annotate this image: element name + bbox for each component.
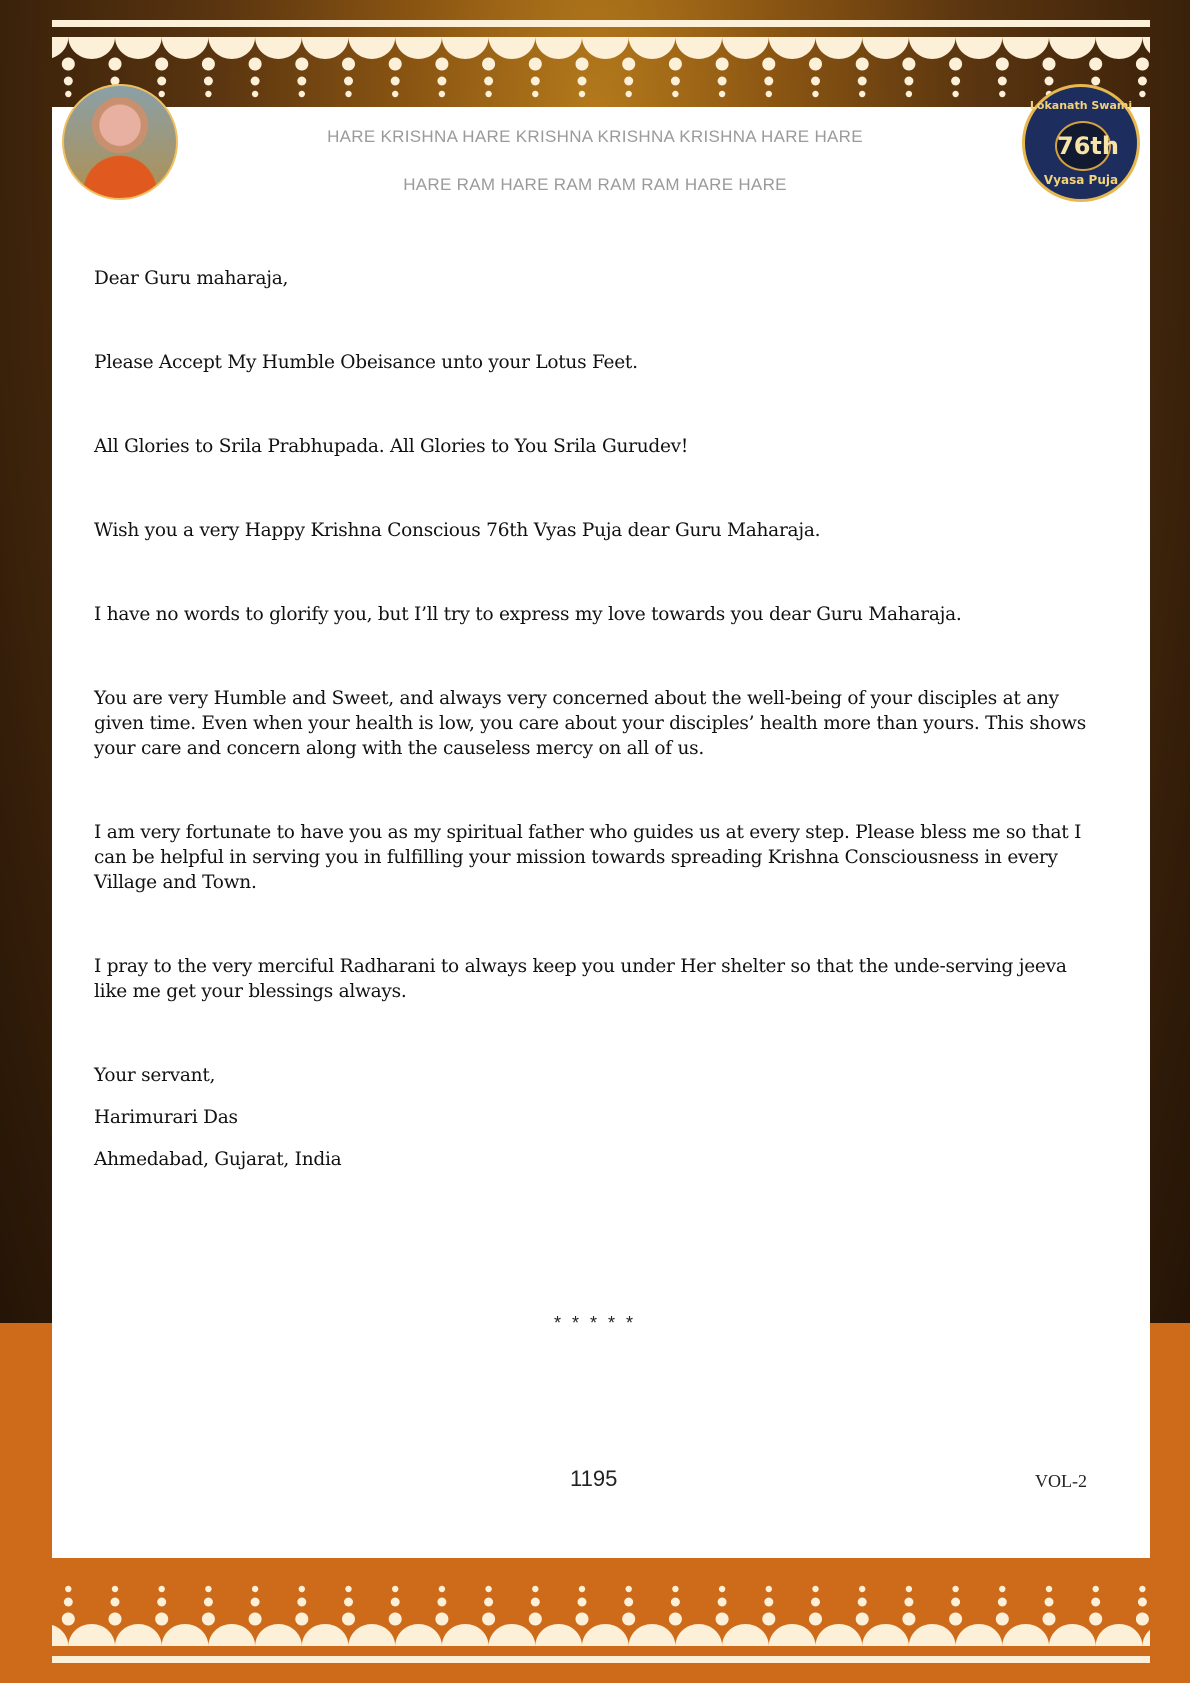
ornament-dot (252, 1586, 258, 1592)
ornament-dot (485, 1586, 491, 1592)
scallop (255, 37, 302, 59)
scallop (722, 1624, 769, 1646)
scallop (349, 37, 396, 59)
page-number: 1195 (570, 1466, 618, 1491)
ornament-dot (437, 1598, 446, 1607)
letter-paragraph: Wish you a very Happy Krishna Conscious 76th Vyas Puja dear Guru Maharaja. (94, 520, 821, 541)
ornament-dot (439, 1586, 445, 1592)
scallop (1096, 1624, 1143, 1646)
ornament-dot (202, 1613, 215, 1626)
ornament-dot (1136, 1613, 1149, 1626)
ornament-dot (112, 1586, 118, 1592)
ornament-dot (1046, 1586, 1052, 1592)
scallop (395, 37, 442, 59)
scallop (1002, 37, 1049, 59)
ornament-dot (716, 58, 729, 71)
ornament-dot (155, 1613, 168, 1626)
ornament-dot (811, 77, 820, 86)
ornament-dot (716, 1613, 729, 1626)
ornament-dot (856, 1613, 869, 1626)
volume-label: VOL-2 (1035, 1471, 1087, 1491)
ornament-dot (859, 91, 865, 97)
letter-paragraph: Please Accept My Humble Obeisance unto your Lotus Feet. (94, 352, 638, 373)
ornament-dot (252, 91, 258, 97)
ornament-dot (437, 77, 446, 86)
mantra-line-1: HARE KRISHNA HARE KRISHNA KRISHNA KRISHNA HARE HARE (327, 127, 863, 146)
ornament-dot (345, 1586, 351, 1592)
scallop (722, 37, 769, 59)
scallop (302, 1624, 349, 1646)
ornament-dot (672, 1586, 678, 1592)
ornament-dot (671, 77, 680, 86)
ornament-dot (392, 1586, 398, 1592)
ornament-dot (576, 58, 589, 71)
scallop (956, 37, 1003, 59)
scallop (208, 37, 255, 59)
closing: Your servant, (94, 1065, 216, 1086)
letter-paragraph: I pray to the very merciful Radharani to always keep you under Her shelter so that the unde-serving jeeva like me get your blessings always. (94, 956, 1067, 1002)
ornament-dot (952, 1586, 958, 1592)
ornament-dot (389, 1613, 402, 1626)
badge-top-text: Lokanath Swami (1029, 99, 1133, 112)
ornament-dot (392, 91, 398, 97)
scallop (816, 37, 863, 59)
scallop (769, 37, 816, 59)
ornament-dot (949, 58, 962, 71)
ornament-dot (578, 77, 587, 86)
ornament-dot (626, 1586, 632, 1592)
letter-paragraph: You are very Humble and Sweet, and always very concerned about the well-being of your disciples at any given time. Even when your health is low, you care about your disciples’ health more than yours. This shows your care and concern along with the causeless mercy on all of us. (94, 688, 1087, 759)
ornament-dot (1043, 58, 1056, 71)
scallop (629, 1624, 676, 1646)
scallop (22, 1624, 69, 1646)
ornament-dot (902, 58, 915, 71)
ornament-dot (64, 1598, 73, 1607)
ornament-dot (295, 1613, 308, 1626)
ornament-dot (1045, 77, 1054, 86)
ornament-dot (391, 1598, 400, 1607)
ornament-dot (295, 58, 308, 71)
ornament-dot (344, 77, 353, 86)
ornament-dot (812, 1586, 818, 1592)
ornament-dot (251, 1598, 260, 1607)
ornament-dot (718, 77, 727, 86)
scallop (816, 1624, 863, 1646)
ornament-dot (529, 1613, 542, 1626)
ornament-dot (858, 77, 867, 86)
scallop (442, 37, 489, 59)
ornament-dot (111, 1598, 120, 1607)
scallop (255, 1624, 302, 1646)
ornament-dot (904, 1598, 913, 1607)
border-bar (52, 1656, 1150, 1663)
ornament-dot (669, 1613, 682, 1626)
border-bar (52, 20, 1150, 27)
ornament-dot (157, 1598, 166, 1607)
ornament-dot (579, 1586, 585, 1592)
ornament-dot (998, 77, 1007, 86)
ornament-dot (624, 1598, 633, 1607)
ornament-dot (719, 1586, 725, 1592)
ornament-dot (669, 58, 682, 71)
scallop (1096, 37, 1143, 59)
ornament-dot (155, 58, 168, 71)
ornament-dot (762, 58, 775, 71)
ornament-dot (159, 91, 165, 97)
ornament-dot (391, 77, 400, 86)
letter-paragraph: I have no words to glorify you, but I’ll try to express my love towards you dear Guru Maharaja. (94, 604, 962, 625)
scallop (208, 1624, 255, 1646)
ornament-dot (205, 91, 211, 97)
scallop (1002, 1624, 1049, 1646)
scallop (489, 37, 536, 59)
ornament-dot (482, 1613, 495, 1626)
ornament-dot (671, 1598, 680, 1607)
letter-paragraph: All Glories to Srila Prabhupada. All Glories to You Srila Gurudev! (94, 436, 689, 457)
ornament-dot (435, 1613, 448, 1626)
scallop (862, 1624, 909, 1646)
ornament-dot (251, 77, 260, 86)
ornament-dot (62, 1613, 75, 1626)
ornament-dot (531, 1598, 540, 1607)
ornament-dot (579, 91, 585, 97)
scallop (349, 1624, 396, 1646)
ornament-dot (951, 1598, 960, 1607)
scallop (956, 1624, 1003, 1646)
ornament-dot (626, 91, 632, 97)
ornament-dot (998, 1598, 1007, 1607)
signature-name: Harimurari Das (94, 1107, 238, 1128)
ornament-dot (766, 91, 772, 97)
ornament-dot (1091, 77, 1100, 86)
ornament-dot (532, 91, 538, 97)
ornament-dot (65, 1586, 71, 1592)
scallop (162, 37, 209, 59)
ornament-dot (204, 77, 213, 86)
ornament-dot (435, 58, 448, 71)
scallop-row (22, 37, 1190, 59)
scallop (629, 37, 676, 59)
ornament-dot (65, 91, 71, 97)
ornament-dot (202, 58, 215, 71)
ornament-dot (622, 58, 635, 71)
signature-location: Ahmedabad, Gujarat, India (94, 1149, 342, 1170)
section-separator: * * * * * (553, 1313, 637, 1333)
ornament-dot (64, 77, 73, 86)
ornament-dot (297, 1598, 306, 1607)
bottom-border-ornament (0, 1558, 1190, 1683)
ornament-dot (812, 91, 818, 97)
ornament-dot (718, 1598, 727, 1607)
ornament-dot (1089, 1613, 1102, 1626)
ornament-dot (482, 58, 495, 71)
ornament-dot (952, 91, 958, 97)
ornament-dot (157, 77, 166, 86)
ornament-dot (904, 77, 913, 86)
ornament-dot (672, 91, 678, 97)
ornament-dot (439, 91, 445, 97)
ornament-dot (576, 1613, 589, 1626)
scallop (442, 1624, 489, 1646)
ornament-dot (389, 58, 402, 71)
ornament-dot (342, 1613, 355, 1626)
ornament-dot (249, 58, 262, 71)
ornament-dot (856, 58, 869, 71)
ornament-dot (299, 1586, 305, 1592)
ornament-dot (1045, 1598, 1054, 1607)
ornament-dot (1138, 77, 1147, 86)
ornament-dot (762, 1613, 775, 1626)
scallop (909, 1624, 956, 1646)
ornament-dot (529, 58, 542, 71)
ornament-dot (906, 1586, 912, 1592)
scallop (862, 37, 909, 59)
ornament-dot (622, 1613, 635, 1626)
ornament-dot (902, 1613, 915, 1626)
scallop-row (22, 1624, 1190, 1646)
ornament-dot (766, 1586, 772, 1592)
scallop (68, 1624, 115, 1646)
salutation: Dear Guru maharaja, (94, 268, 289, 289)
ornament-dot (949, 1613, 962, 1626)
ornament-dot (345, 91, 351, 97)
ornament-dot (764, 77, 773, 86)
ornament-dot (578, 1598, 587, 1607)
ornament-dot (764, 1598, 773, 1607)
scallop (1049, 1624, 1096, 1646)
ornament-dot (344, 1598, 353, 1607)
scallop (489, 1624, 536, 1646)
ornament-dot (809, 58, 822, 71)
scallop (1049, 37, 1096, 59)
ornament-dot (1093, 1586, 1099, 1592)
ornament-dot (809, 1613, 822, 1626)
ornament-dot (1091, 1598, 1100, 1607)
ornament-dot (484, 1598, 493, 1607)
ornament-dot (1136, 58, 1149, 71)
ornament-dot (484, 77, 493, 86)
scallop (675, 1624, 722, 1646)
scallop (68, 37, 115, 59)
scallop (115, 1624, 162, 1646)
ornament-dot (1089, 58, 1102, 71)
ornament-dot (906, 91, 912, 97)
ornament-dot (996, 1613, 1009, 1626)
ornament-dot (342, 58, 355, 71)
ornament-dot (531, 77, 540, 86)
ornament-dot (109, 58, 122, 71)
scallop (22, 37, 69, 59)
ornament-dot (858, 1598, 867, 1607)
top-border-ornament (0, 0, 1190, 107)
mantra-line-2: HARE RAM HARE RAM RAM RAM HARE HARE (403, 175, 787, 194)
ornament-dot (999, 1586, 1005, 1592)
scallop (582, 37, 629, 59)
ornament-dot (719, 91, 725, 97)
ornament-dot (62, 58, 75, 71)
ornament-dot (996, 58, 1009, 71)
scallop (535, 37, 582, 59)
ornament-dot (485, 91, 491, 97)
scallop (909, 37, 956, 59)
ornament-dot (299, 91, 305, 97)
ornament-dot (859, 1586, 865, 1592)
ornament-dot (1138, 1598, 1147, 1607)
scallop (302, 37, 349, 59)
ornament-dot (297, 77, 306, 86)
ornament-dot (811, 1598, 820, 1607)
letter-paragraph: I am very fortunate to have you as my spiritual father who guides us at every step. Please bless me so that I can be helpful in serving you in fulfilling your mission towards spreading Krishna Consciousness in every Village and Town. (94, 822, 1082, 893)
letter-body (94, 266, 1094, 1189)
scallop (395, 1624, 442, 1646)
scallop (1142, 1624, 1189, 1646)
ornament-dot (205, 1586, 211, 1592)
ornament-dot (159, 1586, 165, 1592)
ornament-dot (1139, 91, 1145, 97)
ornament-dot (249, 1613, 262, 1626)
badge-number: 76th (1055, 121, 1111, 171)
ornament-dot (204, 1598, 213, 1607)
ornament-dot (999, 91, 1005, 97)
scallop (535, 1624, 582, 1646)
ornament-dot (624, 77, 633, 86)
badge-bottom-text: Vyasa Puja (1043, 173, 1119, 187)
scallop (1142, 37, 1189, 59)
ornament-dot (1043, 1613, 1056, 1626)
scallop (115, 37, 162, 59)
scallop (769, 1624, 816, 1646)
ornament-dot (109, 1613, 122, 1626)
ornament-dot (1139, 1586, 1145, 1592)
scallop (675, 37, 722, 59)
ornament-dot (532, 1586, 538, 1592)
scallop (582, 1624, 629, 1646)
ornament-dot (951, 77, 960, 86)
scallop (162, 1624, 209, 1646)
